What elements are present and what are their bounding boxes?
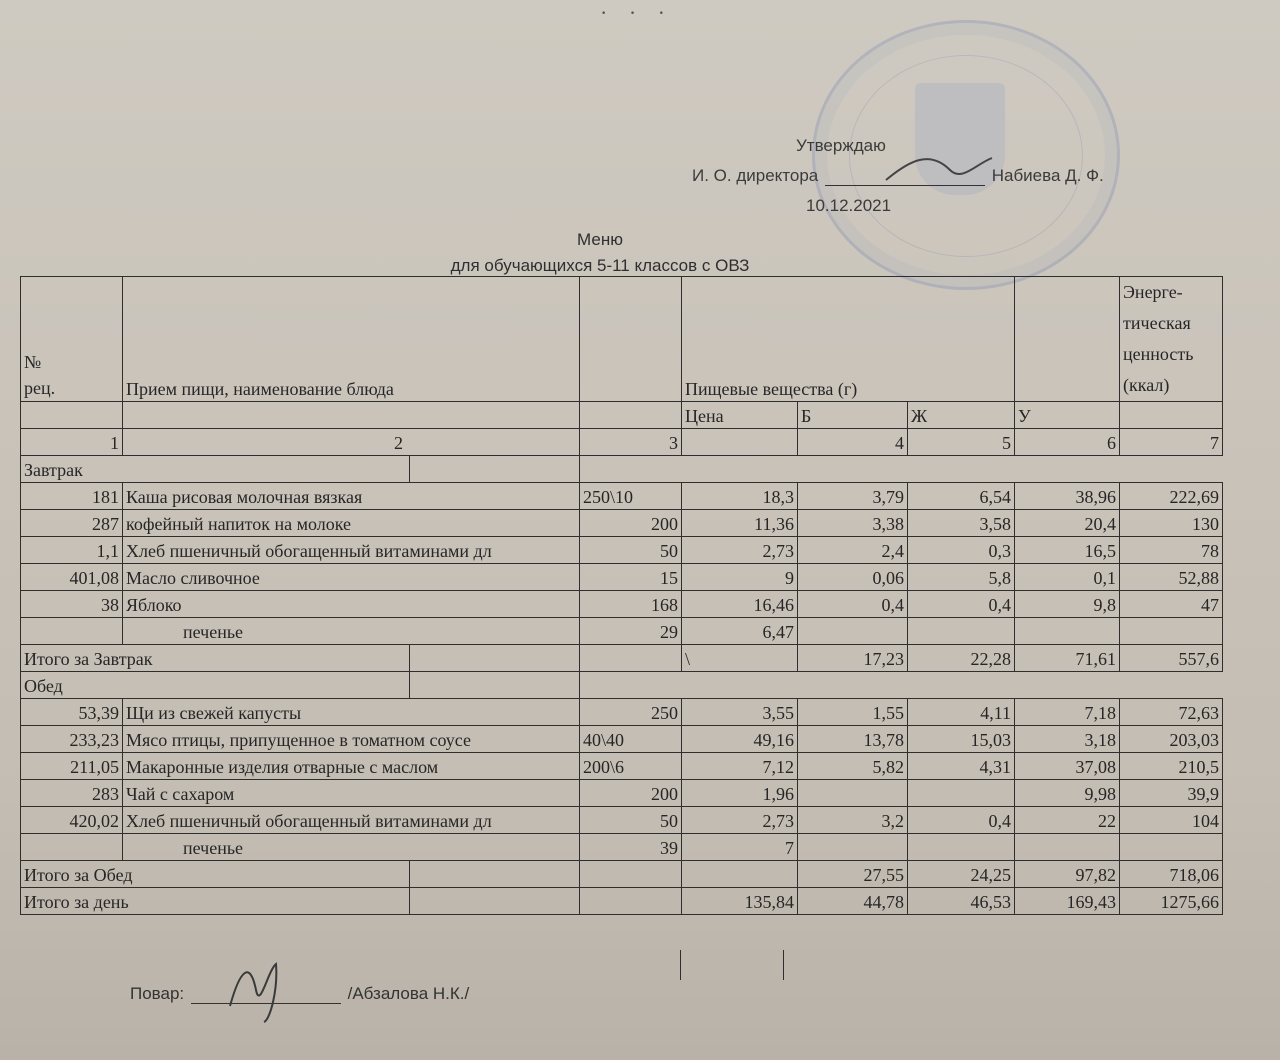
empty-cell	[580, 645, 682, 672]
empty-cell	[410, 672, 580, 699]
table-extension-line	[680, 950, 681, 980]
recipe-number: 283	[21, 780, 123, 807]
section-title: Обед	[21, 672, 410, 699]
top-edge-marks: · · ·	[600, 0, 673, 25]
dish-name: Масло сливочное	[123, 564, 580, 591]
dish-price: 3,55	[682, 699, 798, 726]
protein: 3,38	[798, 510, 908, 537]
empty-cell	[580, 888, 682, 915]
recipe-number: 38	[21, 591, 123, 618]
header-weight	[580, 277, 682, 402]
empty-cell	[410, 888, 580, 915]
fat	[908, 780, 1015, 807]
header-energy: Энерге- тическая ценность (ккал)	[1120, 277, 1223, 402]
total-carbs: 97,82	[1015, 861, 1120, 888]
header-nutrients: Пищевые вещества (г)	[682, 277, 1015, 402]
energy: 104	[1120, 807, 1223, 834]
dish-name: печенье	[123, 618, 580, 645]
table-row	[21, 591, 1223, 618]
column-number: 5	[908, 429, 1015, 456]
table-extension-line	[783, 950, 784, 980]
table-row	[21, 699, 1223, 726]
carbs: 22	[1015, 807, 1120, 834]
column-number-row	[21, 429, 1223, 456]
subheader-fat: Ж	[908, 402, 1015, 429]
column-number: 7	[1120, 429, 1223, 456]
dish-price: 7	[682, 834, 798, 861]
fat: 0,3	[908, 537, 1015, 564]
fat	[908, 834, 1015, 861]
dish-weight: 250	[580, 699, 682, 726]
energy: 72,63	[1120, 699, 1223, 726]
fat: 5,8	[908, 564, 1015, 591]
fat: 4,11	[908, 699, 1015, 726]
subheader-protein: Б	[798, 402, 908, 429]
menu-title: Меню	[577, 230, 623, 249]
menu-subtitle: для обучающихся 5-11 классов с ОВЗ	[450, 256, 750, 275]
fat: 6,54	[908, 483, 1015, 510]
column-number: 2	[123, 429, 580, 456]
subheader-empty	[1120, 402, 1223, 429]
director-position: И. О. директора	[692, 166, 819, 185]
column-number: 4	[798, 429, 908, 456]
recipe-number: 401,08	[21, 564, 123, 591]
energy: 39,9	[1120, 780, 1223, 807]
protein: 3,79	[798, 483, 908, 510]
table-row	[21, 564, 1223, 591]
dish-name: Мясо птицы, припущенное в томатном соусе	[123, 726, 580, 753]
dish-price: 9	[682, 564, 798, 591]
carbs: 20,4	[1015, 510, 1120, 537]
fat: 4,31	[908, 753, 1015, 780]
subheader-empty	[21, 402, 123, 429]
dish-price: 2,73	[682, 537, 798, 564]
dish-name: Каша рисовая молочная вязкая	[123, 483, 580, 510]
recipe-number: 1,1	[21, 537, 123, 564]
total-row-breakfast	[21, 645, 1223, 672]
table-row	[21, 618, 1223, 645]
column-number-empty	[682, 429, 798, 456]
recipe-number	[21, 618, 123, 645]
empty-cell	[410, 645, 580, 672]
empty-cell	[580, 861, 682, 888]
carbs: 9,98	[1015, 780, 1120, 807]
fat: 15,03	[908, 726, 1015, 753]
energy: 52,88	[1120, 564, 1223, 591]
section-title: Завтрак	[21, 456, 410, 483]
empty-cell	[580, 672, 1223, 699]
carbs: 0,1	[1015, 564, 1120, 591]
recipe-number: 233,23	[21, 726, 123, 753]
carbs: 7,18	[1015, 699, 1120, 726]
dish-weight: 29	[580, 618, 682, 645]
recipe-number: 211,05	[21, 753, 123, 780]
total-price: \	[682, 645, 798, 672]
dish-weight: 15	[580, 564, 682, 591]
energy	[1120, 834, 1223, 861]
subheader-carbs: У	[1015, 402, 1120, 429]
table-subheader-row	[21, 402, 1223, 429]
dish-name: Хлеб пшеничный обогащенный витаминами дл	[123, 807, 580, 834]
menu-table	[20, 276, 1223, 915]
dish-price: 7,12	[682, 753, 798, 780]
total-fat: 46,53	[908, 888, 1015, 915]
dish-price: 49,16	[682, 726, 798, 753]
total-energy: 1275,66	[1120, 888, 1223, 915]
dish-weight: 250\10	[580, 483, 682, 510]
director-name: Набиева Д. Ф.	[991, 166, 1104, 185]
energy: 47	[1120, 591, 1223, 618]
carbs: 16,5	[1015, 537, 1120, 564]
subheader-empty	[580, 402, 682, 429]
dish-name: Щи из свежей капусты	[123, 699, 580, 726]
dish-name: Яблоко	[123, 591, 580, 618]
total-label: Итого за Обед	[21, 861, 410, 888]
dish-weight: 200\6	[580, 753, 682, 780]
total-price	[682, 861, 798, 888]
total-protein: 27,55	[798, 861, 908, 888]
dish-price: 2,73	[682, 807, 798, 834]
dish-weight: 50	[580, 807, 682, 834]
header-recipe-number: № рец.	[21, 277, 123, 402]
total-carbs: 71,61	[1015, 645, 1120, 672]
table-row	[21, 537, 1223, 564]
fat: 3,58	[908, 510, 1015, 537]
protein: 5,82	[798, 753, 908, 780]
table-row	[21, 510, 1223, 537]
total-label: Итого за Завтрак	[21, 645, 410, 672]
subheader-price: Цена	[682, 402, 798, 429]
dish-weight: 50	[580, 537, 682, 564]
subheader-empty	[123, 402, 580, 429]
total-label: Итого за день	[21, 888, 410, 915]
section-row-lunch	[21, 672, 1223, 699]
dish-weight: 200	[580, 510, 682, 537]
dish-name: Макаронные изделия отварные с маслом	[123, 753, 580, 780]
dish-weight: 200	[580, 780, 682, 807]
protein: 1,55	[798, 699, 908, 726]
protein	[798, 834, 908, 861]
empty-cell	[580, 456, 1223, 483]
dish-name: печенье	[123, 834, 580, 861]
dish-weight: 39	[580, 834, 682, 861]
table-row	[21, 753, 1223, 780]
energy: 203,03	[1120, 726, 1223, 753]
column-number: 3	[580, 429, 682, 456]
dish-weight: 40\40	[580, 726, 682, 753]
protein	[798, 618, 908, 645]
carbs: 3,18	[1015, 726, 1120, 753]
empty-cell	[410, 456, 580, 483]
dish-name: Чай с сахаром	[123, 780, 580, 807]
cook-label: Повар:	[130, 984, 185, 1003]
fat: 0,4	[908, 591, 1015, 618]
carbs	[1015, 834, 1120, 861]
cook-signature-mark	[220, 950, 300, 1030]
cook-name: /Абзалова Н.К./	[347, 984, 470, 1003]
total-fat: 24,25	[908, 861, 1015, 888]
section-row-breakfast	[21, 456, 1223, 483]
table-row	[21, 483, 1223, 510]
dish-price: 16,46	[682, 591, 798, 618]
table-row	[21, 780, 1223, 807]
energy: 222,69	[1120, 483, 1223, 510]
energy: 78	[1120, 537, 1223, 564]
energy	[1120, 618, 1223, 645]
empty-cell	[410, 861, 580, 888]
total-price: 135,84	[682, 888, 798, 915]
total-protein: 44,78	[798, 888, 908, 915]
dish-price: 1,96	[682, 780, 798, 807]
protein: 2,4	[798, 537, 908, 564]
fat	[908, 618, 1015, 645]
director-signature-mark	[880, 140, 1000, 200]
total-protein: 17,23	[798, 645, 908, 672]
carbs: 37,08	[1015, 753, 1120, 780]
recipe-number: 420,02	[21, 807, 123, 834]
total-energy: 718,06	[1120, 861, 1223, 888]
dish-price: 11,36	[682, 510, 798, 537]
protein	[798, 780, 908, 807]
total-row-lunch	[21, 861, 1223, 888]
table-row	[21, 807, 1223, 834]
recipe-number: 287	[21, 510, 123, 537]
protein: 0,06	[798, 564, 908, 591]
header-spacer	[1015, 277, 1120, 402]
carbs: 9,8	[1015, 591, 1120, 618]
table-header-row	[21, 277, 1223, 402]
dish-weight: 168	[580, 591, 682, 618]
column-number: 6	[1015, 429, 1120, 456]
column-number: 1	[21, 429, 123, 456]
recipe-number: 181	[21, 483, 123, 510]
dish-name: кофейный напиток на молоке	[123, 510, 580, 537]
energy: 130	[1120, 510, 1223, 537]
protein: 0,4	[798, 591, 908, 618]
protein: 13,78	[798, 726, 908, 753]
table-row	[21, 726, 1223, 753]
carbs	[1015, 618, 1120, 645]
energy: 210,5	[1120, 753, 1223, 780]
approval-date: 10.12.2021	[806, 196, 892, 215]
approve-word: Утверждаю	[796, 136, 886, 155]
header-dish-name: Прием пищи, наименование блюда	[123, 277, 580, 402]
total-carbs: 169,43	[1015, 888, 1120, 915]
carbs: 38,96	[1015, 483, 1120, 510]
total-energy: 557,6	[1120, 645, 1223, 672]
recipe-number: 53,39	[21, 699, 123, 726]
dish-name: Хлеб пшеничный обогащенный витаминами дл	[123, 537, 580, 564]
dish-price: 18,3	[682, 483, 798, 510]
protein: 3,2	[798, 807, 908, 834]
total-row-day	[21, 888, 1223, 915]
fat: 0,4	[908, 807, 1015, 834]
recipe-number	[21, 834, 123, 861]
dish-price: 6,47	[682, 618, 798, 645]
total-fat: 22,28	[908, 645, 1015, 672]
table-row	[21, 834, 1223, 861]
